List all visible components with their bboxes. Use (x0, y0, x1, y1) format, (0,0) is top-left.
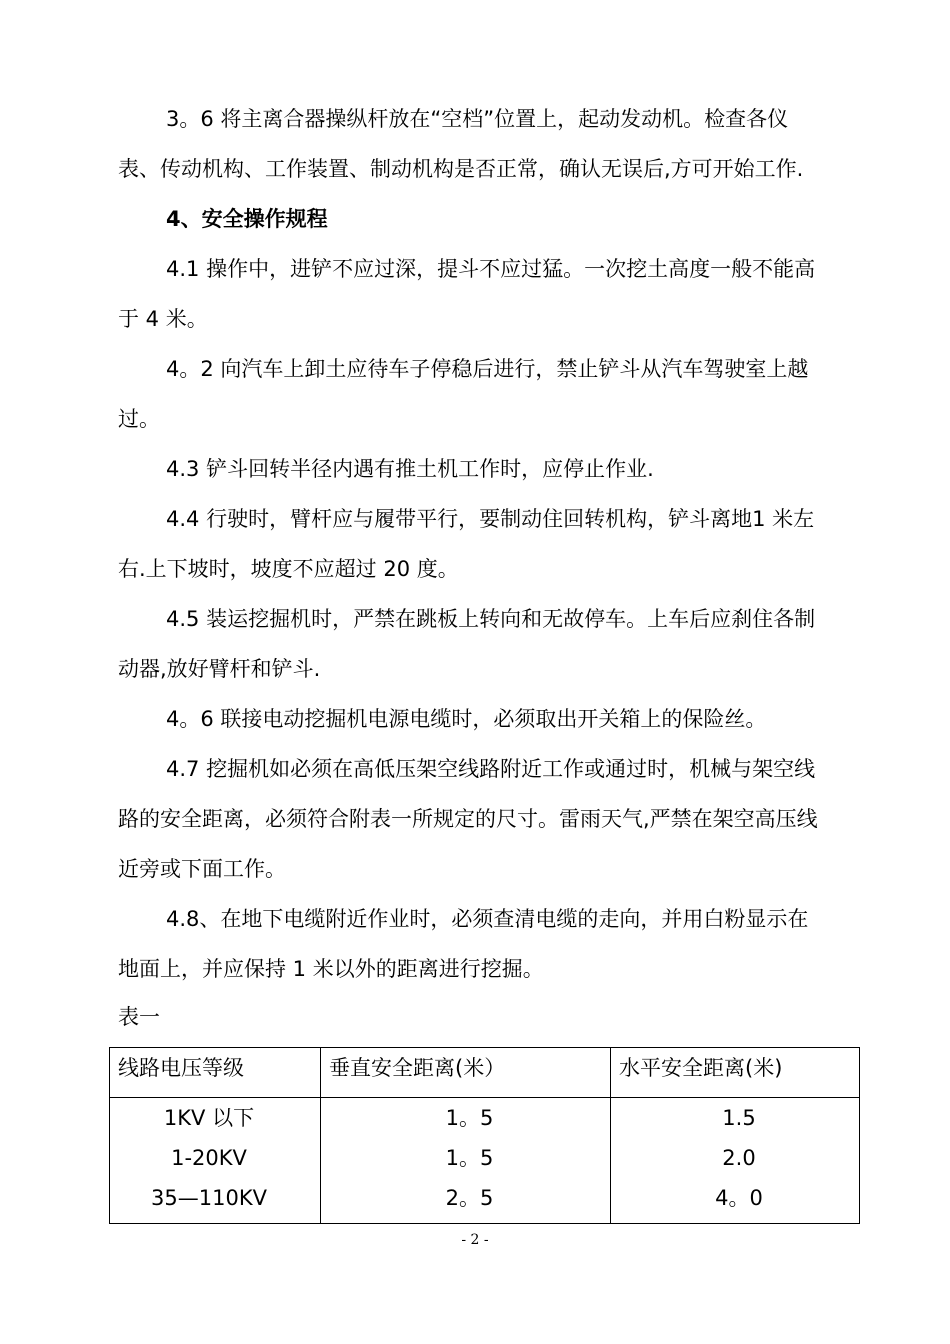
vertical-cell: 2。5 (445, 1186, 494, 1210)
horizontal-column (611, 1098, 860, 1224)
paragraph-4-4-line1: 4.4 行驶时，臂杆应与履带平行，要制动住回转机构，铲斗离地1 米左 (166, 507, 815, 531)
page-number: - 2 - (461, 1232, 489, 1248)
table-row (110, 1098, 860, 1224)
header-vertical-distance: 垂直安全距离(米） (321, 1048, 611, 1098)
paragraph-4-7-line2: 路的安全距离，必须符合附表一所规定的尺寸。雷雨天气,严禁在架空高压线 (118, 807, 818, 831)
vertical-cell: 1。5 (445, 1106, 494, 1130)
voltage-cell: 35—110KV (151, 1186, 267, 1210)
section-heading-4: 4、安全操作规程 (166, 207, 328, 231)
safety-distance-table (109, 1047, 860, 1224)
table-header-row (110, 1048, 860, 1098)
paragraph-4-2-line2: 过。 (118, 407, 160, 431)
paragraph-4-6: 4。6 联接电动挖掘机电源电缆时，必须取出开关箱上的保险丝。 (166, 707, 767, 731)
paragraph-4-7-line3: 近旁或下面工作。 (118, 857, 286, 881)
paragraph-3-6-line1: 3。6 将主离合器操纵杆放在“空档”位置上，起动发动机。检查各仪 (166, 107, 789, 131)
vertical-column (321, 1098, 611, 1224)
horizontal-cell: 1.5 (722, 1106, 756, 1130)
header-horizontal-distance: 水平安全距离(米) (611, 1048, 860, 1098)
paragraph-4-2-line1: 4。2 向汽车上卸土应待车子停稳后进行，禁止铲斗从汽车驾驶室上越 (166, 357, 809, 381)
table-caption: 表一 (118, 1005, 160, 1029)
paragraph-3-6-line2: 表、传动机构、工作装置、制动机构是否正常，确认无误后,方可开始工作. (118, 157, 804, 181)
paragraph-4-7-line1: 4.7 挖掘机如必须在高低压架空线路附近工作或通过时，机械与架空线 (166, 757, 816, 781)
paragraph-4-1-line2: 于 4 米。 (118, 307, 208, 331)
header-voltage: 线路电压等级 (110, 1048, 321, 1098)
vertical-cell: 1。5 (445, 1146, 494, 1170)
voltage-cell: 1-20KV (171, 1146, 247, 1170)
voltage-column (110, 1098, 321, 1224)
voltage-cell: 1KV 以下 (163, 1106, 255, 1130)
paragraph-4-4-line2: 右.上下坡时，坡度不应超过 20 度。 (118, 557, 459, 581)
paragraph-4-8-line2: 地面上，并应保持 1 米以外的距离进行挖掘。 (118, 957, 544, 981)
paragraph-4-5-line2: 动器,放好臂杆和铲斗. (118, 657, 321, 681)
horizontal-cell: 2.0 (722, 1146, 756, 1170)
paragraph-4-1-line1: 4.1 操作中，进铲不应过深，提斗不应过猛。一次挖土高度一般不能高 (166, 257, 816, 281)
paragraph-4-8-line1: 4.8、在地下电缆附近作业时，必须查清电缆的走向，并用白粉显示在 (166, 907, 809, 931)
paragraph-4-3: 4.3 铲斗回转半径内遇有推土机工作时，应停止作业. (166, 457, 654, 481)
paragraph-4-5-line1: 4.5 装运挖掘机时，严禁在跳板上转向和无故停车。上车后应刹住各制 (166, 607, 816, 631)
horizontal-cell: 4。0 (715, 1186, 763, 1210)
